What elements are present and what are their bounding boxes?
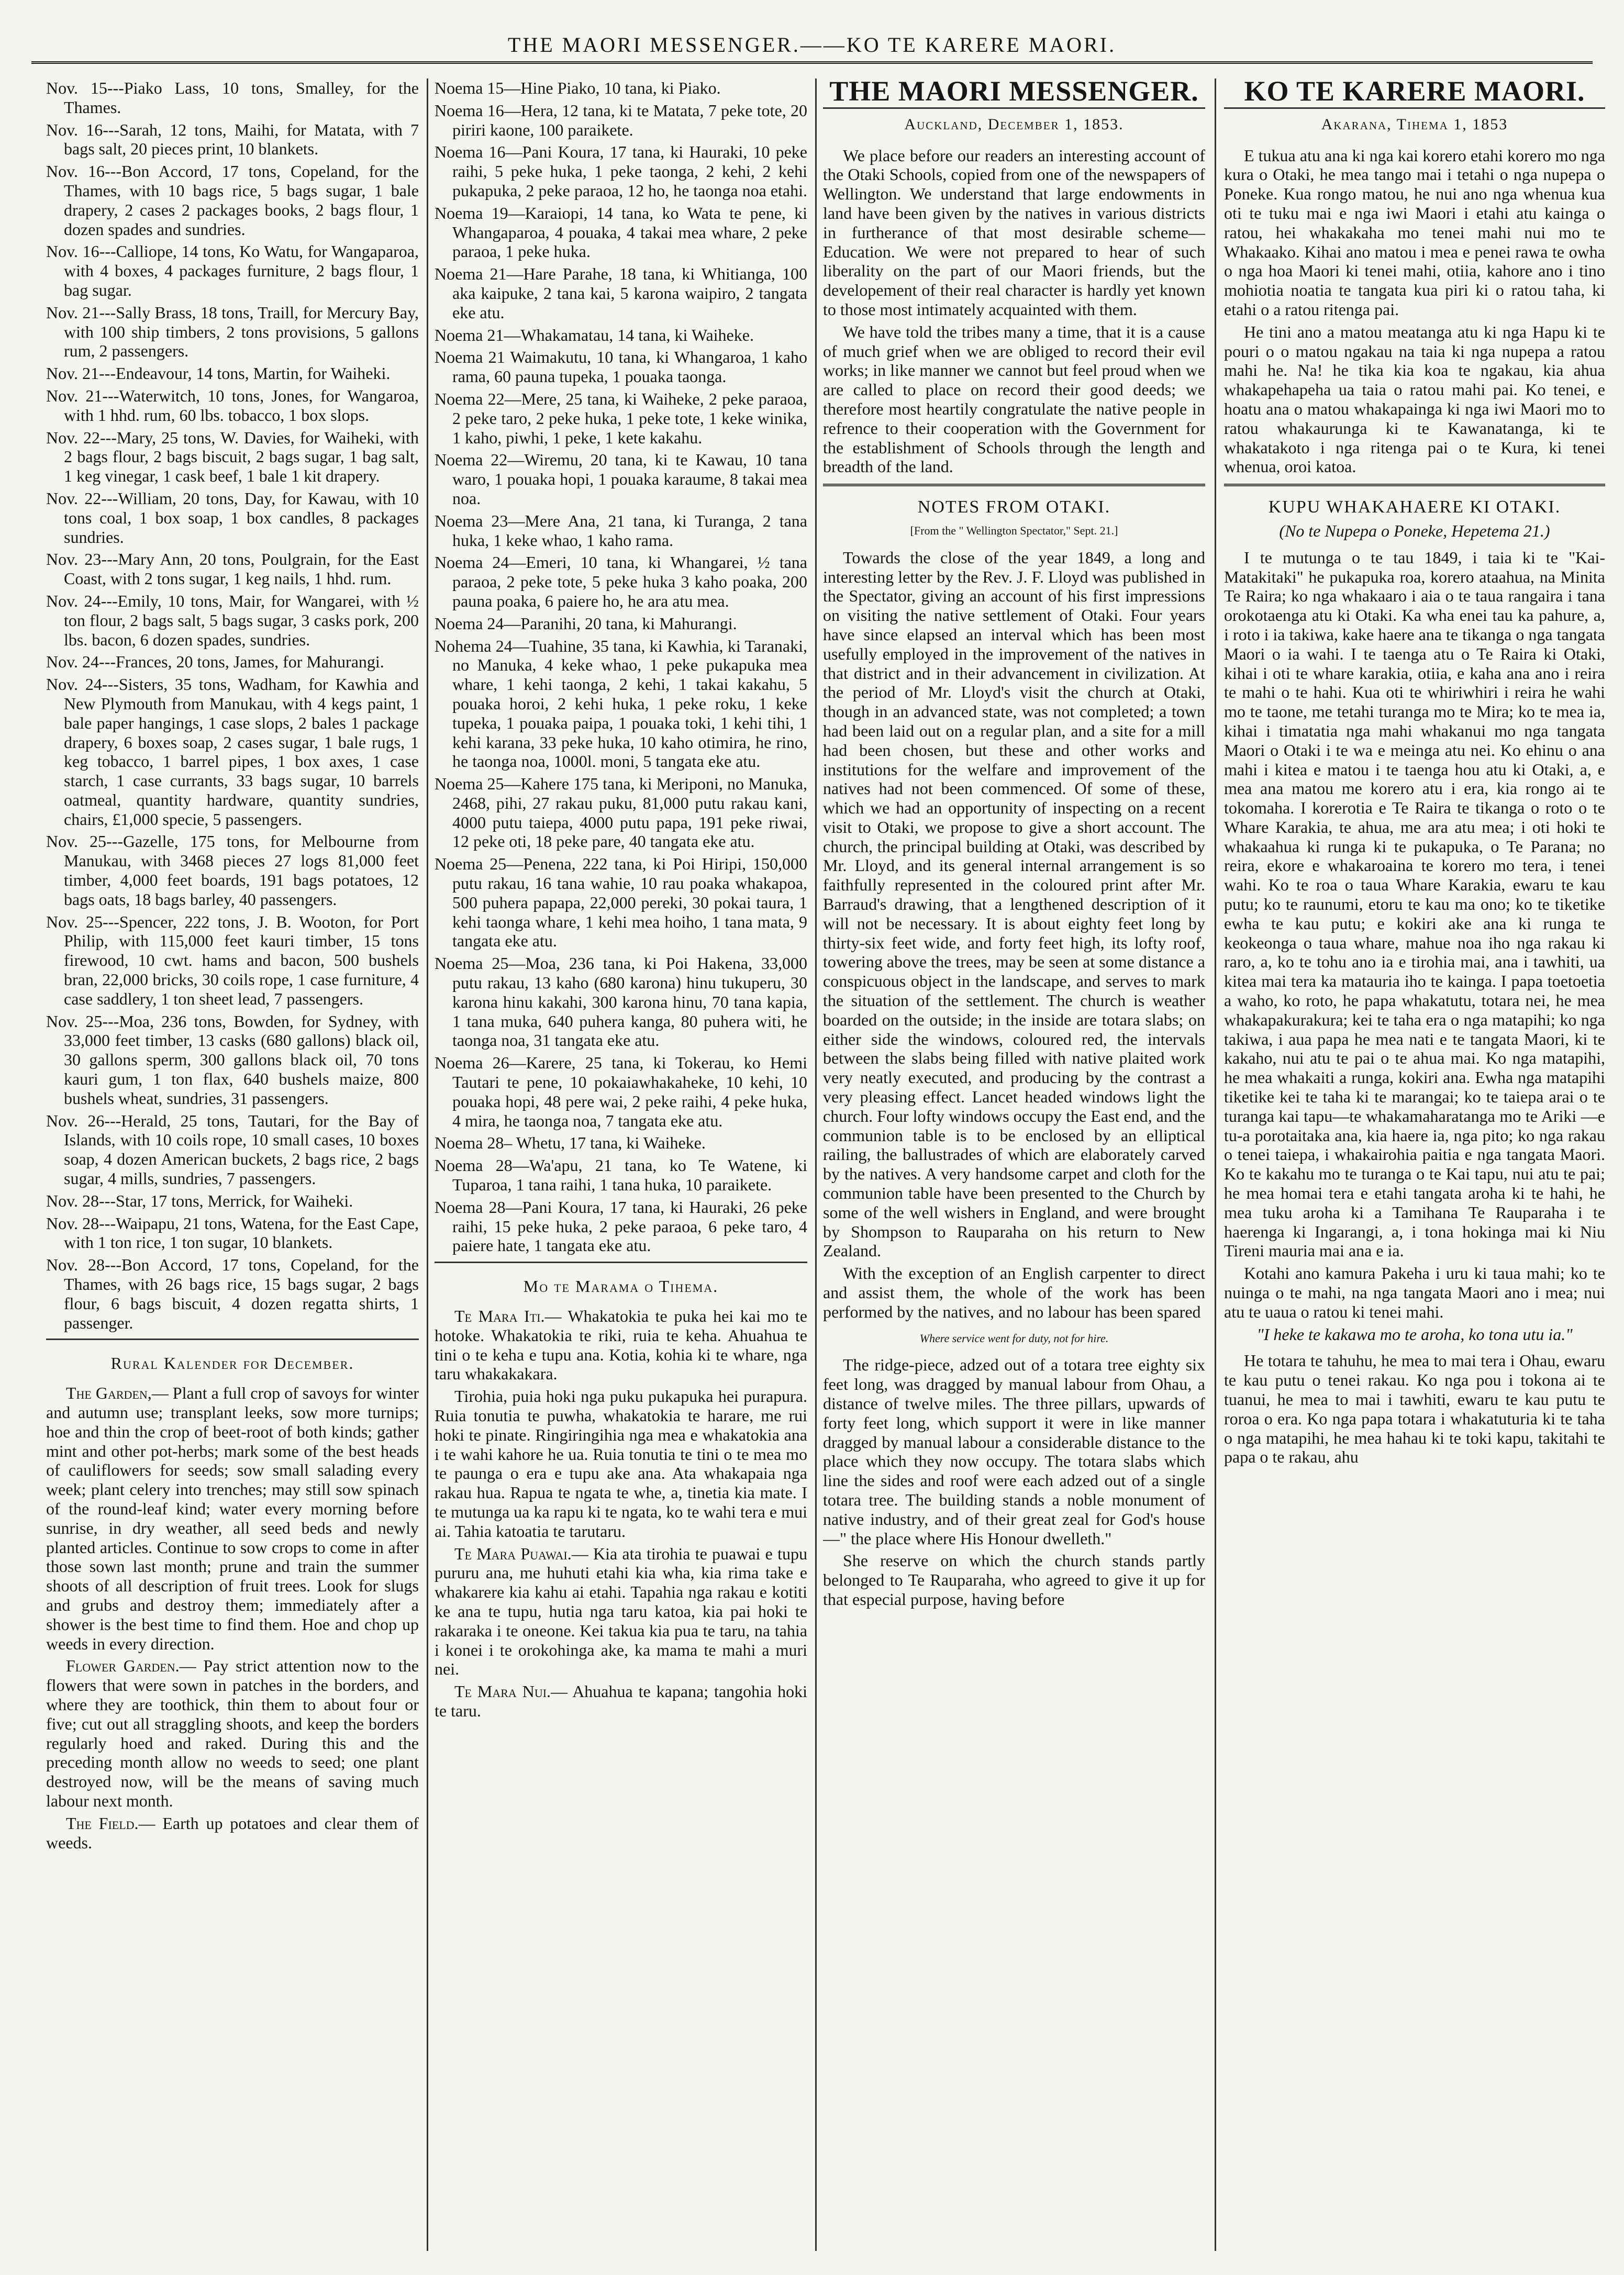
shipping-entry: Nov. 21---Waterwitch, 10 tons, Jones, for Wangaroa, with 1 hhd. rum, 60 lbs. tobacco, 1 box slops. — [46, 386, 419, 425]
rural-paragraph — [46, 1384, 419, 1653]
notes-paragraph: The ridge-piece, adzed out of a totara tree eighty six feet long, was dragged by manual labour from Ohau, a distance of twelve miles. The three pillars, upwards of forty feet long, which support it were in like manner dragged by manual labour a considerable distance to the place which they now occupy. The totara slabs which line the sides and roof were each adzed out of a single totara tree. The building stands a noble monument of native industry, and of their great zeal for God's house—" the place where His Honour dwelleth." — [823, 1355, 1205, 1548]
shipping-entry: Noema 21 Waimakutu, 10 tana, ki Whangaroa, 1 kaho rama, 60 pauna tupeka, 1 pouaka taonga. — [435, 348, 807, 386]
marama-paragraph — [435, 1387, 807, 1541]
rural-kalender-heading: Rural Kalender for December. — [110, 1354, 354, 1373]
paragraph-lead: The Garden,— — [66, 1384, 169, 1403]
shipping-entry: Noema 19—Karaiopi, 14 tana, ko Wata te pene, ki Whangaparoa, 4 pouaka, 4 takai mea whare, 2 peke paraoa, 1 peke huka. — [435, 203, 807, 261]
editorial-paragraph: We have told the tribes many a time, that it is a cause of much grief when we are obliged to record their evil works; in like manner we cannot but feel proud when we are called to place on record their good deeds; we therefore most heartily congratulate the native people in refrence to their cooperation with the Government for the establishment of Schools through the length and breadth of the land. — [823, 322, 1205, 476]
divider — [823, 484, 1205, 486]
shipping-entry: Nov. 15---Piako Lass, 10 tons, Smalley, for the Thames. — [46, 79, 419, 117]
paragraph-text: Earth up potatoes and clear them of weeds. — [46, 1813, 419, 1852]
shipping-entry: Nov. 28---Bon Accord, 17 tons, Copeland, for the Thames, with 26 bags rice, 15 bags sugar, 2 bags flour, 6 bags biscuit, 4 dozen regatta shirts, 1 passenger. — [46, 1255, 419, 1332]
divider — [1224, 484, 1605, 486]
masthead-english: THE MAORI MESSENGER. — [829, 79, 1199, 107]
shipping-entry: Nov. 24---Sisters, 35 tons, Wadham, for Kawhia and New Plymouth from Manukau, with 4 kegs paint, 1 bale paper hangings, 1 case slops, 2 bales 1 package drapery, 6 boxes soap, 2 cases sugar, 1 bale rugs, 1 keg tobacco, 1 barrel pipes, 1 box axes, 1 case starch, 1 case currants, 33 bags sugar, 10 barrels oatmeal, quantity hardware, quantity sundries, chairs, £1,000 specie, 5 passengers. — [46, 675, 419, 829]
editorial-english — [823, 146, 1205, 477]
paragraph-lead: Te Mara Puawai.— — [454, 1544, 588, 1563]
editorial-paragraph: He tini ano a matou meatanga atu ki nga Hapu ki te pouri o o matou ngakau na taia ki nga nupepa a ratou mahi he. Na! he tika kia koa te ngakau, kia ahua whakapehapeha ua taia o ratou mahi pai. Ko tenei, e hoatu ana o matou whakapainga ki nga iwi Maori mo to ratou whakaurunga ki te Kawanatanga, ki te whakatakoto i nga ritenga pai o te Kura, ki tenei whenua, oroi katoa. — [1224, 322, 1605, 476]
shipping-entry: Noema 22—Mere, 25 tana, ki Waiheke, 2 peke paraoa, 2 peke taro, 2 peke huka, 1 peke tote, 1 keke winika, 1 kaho, piwhi, 1 peke, 1 kete kakahu. — [435, 389, 807, 447]
shipping-entry: Nov. 25---Moa, 236 tons, Bowden, for Sydney, with 33,000 feet timber, 13 casks (680 gallons) black oil, 30 gallons sperm, 300 gallons black oil, 70 tons kauri gum, 1 ton flax, 640 bushels maize, 800 bushels wheat, sundries, 31 passengers. — [46, 1011, 419, 1108]
shipping-entry: Noema 16—Hera, 12 tana, ki te Matata, 7 peke tote, 20 piriri kaone, 100 paraikete. — [435, 101, 807, 139]
rural-paragraph — [46, 1814, 419, 1853]
shipping-entry: Nohema 24—Tuahine, 35 tana, ki Kawhia, ki Taranaki, no Manuka, 4 keke whao, 1 peke pukapuka mea whare, 1 kehi taonga, 2 kehi, 1 takai kakahu, 5 pouaka horoi, 2 kehi huka, 1 peke roku, 1 keke tupeka, 1 pouaka paipa, 1 pouaka toki, 1 kehi tihi, 1 kehi karana, 33 peke huka, 10 kaho otimira, he rino, he taonga noa, 1000l. moni, 5 tangata eke atu. — [435, 636, 807, 771]
rural-paragraph — [46, 1656, 419, 1810]
editorial-paragraph: E tukua atu ana ki nga kai korero etahi korero mo nga kura o Otaki, he mea tango mai i tetahi o nga nupepa o Poneke. Kua rongo matou, he nui ano nga whenua kua oti te tuku mai e nga iwi Maori i etahi atu kainga o ratou, hei whakakaha mo tenei mahi nui mo te Whakaako. Kihai ano matou i mea e penei rawa te owha o nga hoa Maori ki tenei mahi, otiia, kahore ano i tino mohiotia noatia te tangata kua piri ki o ratou taha, ki etahi o a ratou ritenga pai. — [1224, 146, 1605, 319]
shipping-entry: Nov. 24---Frances, 20 tons, James, for Mahurangi. — [46, 652, 384, 672]
paragraph-text: Kia ata tirohia te puawai e tupu pururu ana, me huhuti etahi kia wha, kia rima take e whakarere kia kahu ai etahi. Tapahia nga rakau e kotiti ke ana te tupu, hutia nga taru katoa, kia pai hoki te rakaraka i te oneone. Kei takua kia pua te taru, na tahia i konei i te orokohinga ake, ka mama te mahi a muri nei. — [435, 1544, 807, 1679]
kupu-paragraph: Kotahi ano kamura Pakeha i uru ki taua mahi; ko te nuinga o te mahi, na nga tangata Maori ano i mea; nui atu te uaua o ratou ki tenei mahi. — [1224, 1264, 1605, 1321]
divider — [46, 1339, 419, 1340]
notes-motto: Where service went for duty, not for hire. — [919, 1331, 1109, 1345]
notes-paragraph: With the exception of an English carpenter to direct and assist them, the whole of the work has been performed by the natives, and no labour has been spared — [823, 1264, 1205, 1321]
notes-source: [From the " Wellington Spectator," Sept. 21.] — [910, 523, 1118, 537]
divider — [435, 1262, 807, 1263]
kupu-paragraph: He totara te tahuhu, he mea to mai tera i Ohau, ewaru te kau putu o tenei rakau. Ko nga pou i tokona ai te tuanui, he mea to mai i tawhiti, ewaru te kau putu te roroa o era. Ko nga papa totara i whakatuturia ki te taha o nga matapihi, he mea hahau ki te toki kapu, takitahi te papa o te rakau, ahu — [1224, 1351, 1605, 1467]
shipping-entry: Nov. 22---William, 20 tons, Day, for Kawau, with 10 tons coal, 1 box soap, 1 box candles, 8 packages sundries. — [46, 488, 419, 547]
editorial-paragraph: We place before our readers an interesting account of the Otaki Schools, copied from one of the newspapers of Wellington. We understand that large endowments in land have been given by the natives in various districts in furtherance of that most desirable scheme—Education. We were not prepared to hear of such liberality on the part of our Maori friends, but the developement of their real character is hardly yet known to those most intimately acquainted with them. — [823, 146, 1205, 319]
shipping-entry: Nov. 24---Emily, 10 tons, Mair, for Wangarei, with ½ ton flour, 2 bags salt, 5 bags sugar, 3 casks pork, 200 lbs. bacon, 6 dozen spades, sundries. — [46, 591, 419, 649]
kupu-body-continued — [1224, 1351, 1605, 1467]
shipping-entry: Noema 24—Emeri, 10 tana, ki Whangarei, ½ tana paraoa, 2 peke tote, 5 peke huka 3 kaho poaka, 200 pauna poaka, 6 paiere ho, he ara atu mea. — [435, 553, 807, 610]
shipping-entry: Nov. 21---Endeavour, 14 tons, Martin, for Waiheki. — [46, 364, 391, 383]
marama-heading: Mo te Marama o Tihema. — [523, 1277, 719, 1296]
shipping-entry: Nov. 16---Calliope, 14 tons, Ko Watu, for Wangaparoa, with 4 boxes, 4 packages furniture, 2 bags flour, 1 bag sugar. — [46, 242, 419, 299]
marama-body — [435, 1307, 807, 1721]
kupu-paragraph: I te mutunga o te tau 1849, i taia ki te "Kai-Matakitaki" he pukapuka roa, korero ataahua, na Minita Te Raira; ko nga whakaaro i aia o te taua rangaira i tana orokotaenga atu ki Otaki. Ka wha enei tau ka pahure, a, i roto i ia takiwa, kake haere ana te tikanga o nga tangata Maori o ia wahi. I te taenga atu o Te Raira ki Otaki, kihai i oti te whare karakia, otiia, e kaha ana ano i reira te mahi o te hahi. Kua oti te whiriwhiri i reira he wahi mo te taone, me tetahi turanga mo te Mira; ko te mea ia, kihai i timatatia nga mahi whakanui mo nga tangata Maori o Otaki i te wa e meinga atu nei. Ko ehinu o ana mahi i kitea e matou i te taenga hou atu ki Otaki, a, e mea ana matou me korero atu i era, kia rongo ai te tokomaha. I korerotia e Te Raira te tikanga o roto o te Whare Karakia, te ahua, me ara atu mea; i oti hoki te whakaahua ki runga ki te pukapuka, o Te Parana; no reira, ekore e whakaroaina te korero mo tera, i tenei wahi. Ko te roa o taua Whare Karakia, ewaru te kau putu; ko te raunumi, etoru te kau ma ono; ko te tiketike ewha te kau putu; e kokiri ake ana ki runga te keokeonga o taua whare, mahue noa iho nga rakau ki raro, a, ko te tohu ano ia e tirohia mai, ana i tawhiti, ua kitea mai tera ka matauria iho te kainga. I papa toetoetia a waho, ko roto, he papa whakatutu, totara nei, he mea whakapakurakura; kei te taha era o nga matapihi; ko nga takiwa, i aua papa he mea nati e te tangata Maori, ki te kakaho, nui atu te pai o te ahua mai. Ko nga matapihi, he mea whakaiti a runga, kokiri ana. Ewha nga matapihi tiketike kei te taha ki te marangai; ko te taiepa arai o te turanga kai tapu—te whakamaharatanga mo te Ariki —e tu-a porotaitaka ana, kia haere ia, nga pito; ko nga rakau o tenei taiepa, i whakairohia paitia e nga tangata Maori. Ko te kakahu mo te turanga o te Kai tapu, nui atu te pai; he mea homai tera e etahi tangata aroha ki te hahi, he mea tuku aroha ki a Tamihana Te Rauparaha i te haerenga ki Ingarangi, a, i tona hokinga mai ki Niu Tireni mauria mai ana e ia. — [1224, 548, 1605, 1261]
shipping-entry: Noema 21—Hare Parahe, 18 tana, ki Whitianga, 100 aka kaipuke, 2 tana kai, 5 karona waipiro, 2 tangata eke atu. — [435, 264, 807, 322]
column-4 — [1224, 79, 1605, 2251]
marama-paragraph — [435, 1682, 807, 1721]
shipping-entry: Noema 26—Karere, 25 tana, ki Tokerau, ko Hemi Tautari te pene, 10 pokaiawhakaheke, 10 kehi, 10 pouaka hopi, 48 pere wai, 2 peke raihi, 4 peke huka, 4 mira, he taonga noa, 7 tangata eke atu. — [435, 1053, 807, 1130]
editorial-maori — [1224, 146, 1605, 477]
marama-paragraph — [435, 1544, 807, 1679]
paragraph-text: Tirohia, puia hoki nga puku pukapuka hei purapura. Ruia tonutia te puwha, whakatokia te harare, me rui hoki te pinate. Ringiringihia nga mea e whakatokia ana i te wahi kahore he ua. Ruia tonutia te tini o te mea mo te paunga o era e tupu ake ana. Ata whakapaia nga rakau hua. Rapua te ngata te whe, a, tinetia kia mate. I te mutunga ua ka rapu ki te ngata, ko te wahi tera e mui ai. Tahia katoatia te tarutaru. — [435, 1387, 807, 1541]
paragraph-text: Plant a full crop of savoys for winter and autumn use; transplant leeks, sow more turnips; hoe and thin the crop of beet-root of both kinds; gather mint and other pot-herbs; mark some of the best heads of cauliflowers for seeds; sow small salading every week; plant celery into trenches; may still sow spinach of the round-leaf kind; water every morning before sunrise, in dry weather, all seed beds and newly planted articles. Continue to sow crops to come in after those sown last month; prune and train the summer shoots of all description of fruit trees. Look for slugs and grubs and destroy them; immediately after a shower is the best time to find them. Hoe and chop up weeds in every direction. — [46, 1384, 419, 1653]
column-rule — [1215, 79, 1216, 2251]
kupu-heading: KUPU WHAKAHAERE KI OTAKI. — [1268, 497, 1561, 517]
shipping-entry: Nov. 23---Mary Ann, 20 tons, Poulgrain, for the East Coast, with 2 tons sugar, 1 keg nails, 1 hhd. rum. — [46, 550, 419, 588]
kupu-body — [1224, 548, 1605, 1322]
notes-paragraph: Towards the close of the year 1849, a long and interesting letter by the Rev. J. F. Lloyd was published in the Spectator, giving an account of his first impressions on visiting the native settlement of Otaki. Four years have since elapsed an interval which has been most usefully employed in the improvement of the natives in that district and in their advancement in civilization. At the period of Mr. Lloyd's visit the church at Otaki, though in an advanced state, was not completed; a town had been laid out on a regular plan, and a site for a mill had been chosen, but these and other works and institutions for the welfare and improvement of the natives had not been commenced. Of some of these, which we had an opportunity of inspecting on a recent visit to Otaki, we propose to give a short account. The church, the principal building at Otaki, was described by Mr. Lloyd, and its general internal arrangement is so faithfully represented in the coloured print after Mr. Barraud's drawing, that a lengthened description of it will not be necessary. It is about eighty feet long by thirty-six feet wide, and forty feet high, its lofty roof, towering above the trees, may be seen at some distance a conspicuous object in the landscape, and serves to mark the situation of the settlement. The church is weather boarded on the outside; in the inside are totara slabs; on either side the windows, coloured red, the intervals between the slabs being filled with native plaited work very neatly executed, and producing by the contrast a very pleasing effect. Lancet headed windows light the church. Four lofty windows occupy the East end, and the communion table is to be enclosed by an elliptical railing, the ballustrades of which are elaborately carved by the natives. A very handsome carpet and cloth for the communion table have been presented to the Church by some of the well wishers in England, and were brought by Shompson to Rauparaha on his return to New Zealand. — [823, 548, 1205, 1261]
marama-paragraph — [435, 1307, 807, 1384]
column-1 — [46, 79, 419, 2251]
shipping-entry: Noema 25—Moa, 236 tana, ki Poi Hakena, 33,000 putu rakau, 13 kaho (680 karona) hinu tukuperu, 30 karona hinu kakahi, 300 karona hinu, 70 tana kapia, 1 tana muka, 640 puhera kanga, 80 puhera witi, he taonga noa, 31 tangata eke atu. — [435, 954, 807, 1050]
notes-body-continued — [823, 1355, 1205, 1609]
shipping-entry: Noema 24—Paranihi, 20 tana, ki Mahurangi. — [435, 614, 737, 633]
rural-kalender-body — [46, 1384, 419, 1852]
running-title: THE MAORI MESSENGER.——KO TE KARERE MAORI. — [31, 32, 1593, 64]
column-rule — [427, 79, 428, 2251]
shipping-entry: Noema 28—Wa'apu, 21 tana, ko Te Watene, ki Tuparoa, 1 tana raihi, 1 tana huka, 10 paraikete. — [435, 1156, 807, 1195]
paragraph-lead: The Field.— — [66, 1813, 155, 1833]
shipping-entry: Nov. 16---Bon Accord, 17 tons, Copeland, for the Thames, with 10 bags rice, 5 bags sugar, 1 bale drapery, 2 cases 2 packages books, 2 bags flour, 1 dozen spades and sundries. — [46, 162, 419, 239]
shipping-entry: Nov. 16---Sarah, 12 tons, Maihi, for Matata, with 7 bags salt, 20 pieces print, 10 blankets. — [46, 120, 419, 159]
shipping-entry: Noema 28—Pani Koura, 17 tana, ki Hauraki, 26 peke raihi, 15 peke huka, 2 peke paraoa, 6 peke taro, 4 paiere hate, 1 tangata eke atu. — [435, 1197, 807, 1255]
shipping-entry: Noema 25—Penena, 222 tana, ki Poi Hiripi, 150,000 putu rakau, 16 tana wahie, 10 rau poaka whakapoa, 500 puhera papapa, 22,000 pereki, 30 pokai taura, 1 kehi taonga whare, 1 kehi mea hoiho, 1 tana mata, 9 tangata eke atu. — [435, 854, 807, 951]
notes-paragraph: She reserve on which the church stands partly belonged to Te Rauparaha, who agreed to give it up for that especial purpose, having before — [823, 1551, 1205, 1609]
paragraph-text: Ahuahua te kapana; tangohia hoki te taru. — [435, 1682, 807, 1720]
divider — [823, 107, 1205, 109]
column-2 — [435, 79, 807, 2251]
shipping-entry: Nov. 25---Spencer, 222 tons, J. B. Wooton, for Port Philip, with 115,000 feet kauri timber, 15 tons firewood, 10 cwt. hams and bacon, 500 bushels bran, 22,000 bricks, 30 coils rope, 1 case furniture, 4 case saddlery, 1 ton sheet lead, 7 passengers. — [46, 912, 419, 1008]
dateline-maori: Akarana, Tihema 1, 1853 — [1321, 115, 1508, 133]
column-3 — [823, 79, 1205, 2251]
kupu-quote: "I heke te kakawa mo te aroha, ko tona utu ia." — [1256, 1324, 1573, 1344]
notes-body — [823, 548, 1205, 1322]
shipping-entry: Noema 25—Kahere 175 tana, ki Meriponi, no Manuka, 2468, pihi, 27 rakau puku, 81,000 putu rakau kani, 4000 putu taiepa, 4000 putu papa, 191 peke riwai, 12 peke oti, 18 peke pare, 40 tangata eke atu. — [435, 774, 807, 851]
shipping-entry: Nov. 22---Mary, 25 tons, W. Davies, for Waiheki, with 2 bags flour, 2 bags biscuit, 2 bags sugar, 1 bag salt, 1 keg vinegar, 1 cask beef, 1 bale 1 kit drapery. — [46, 428, 419, 486]
paragraph-lead: Te Mara Iti.— — [454, 1307, 562, 1326]
kupu-source: (No te Nupepa o Poneke, Hepetema 21.) — [1279, 521, 1550, 540]
paragraph-lead: Flower Garden.— — [66, 1656, 196, 1676]
shipping-entry: Noema 28– Whetu, 17 tana, ki Waiheke. — [435, 1133, 706, 1153]
shipping-entry: Noema 15—Hine Piako, 10 tana, ki Piako. — [435, 79, 721, 97]
dateline-english: Auckland, December 1, 1853. — [904, 115, 1124, 133]
shipping-entry: Noema 21—Whakamatau, 14 tana, ki Waiheke. — [435, 325, 754, 344]
masthead-maori: KO TE KARERE MAORI. — [1244, 79, 1585, 107]
shipping-entry: Nov. 28---Star, 17 tons, Merrick, for Waiheki. — [46, 1191, 353, 1210]
paragraph-text: Pay strict attention now to the flowers that were sown in patches in the borders, and where they are toothick, thin them to about four or five; cut out all straggling shoots, and keep the borders regularly hoed and raked. During this and the preceding month allow no weeds to seed; one plant destroyed now, will be the means of saving much labour next month. — [46, 1656, 419, 1810]
column-rule — [815, 79, 817, 2251]
shipping-entry: Noema 22—Wiremu, 20 tana, ki te Kawau, 10 tana waro, 1 pouaka hopi, 1 pouaka karaume, 8 takai mea noa. — [435, 450, 807, 508]
shipping-entry: Nov. 28---Waipapu, 21 tons, Watena, for the East Cape, with 1 ton rice, 1 ton sugar, 10 blankets. — [46, 1213, 419, 1252]
shipping-entry: Nov. 26---Herald, 25 tons, Tautari, for the Bay of Islands, with 10 coils rope, 10 small cases, 10 boxes soap, 4 dozen American buckets, 2 bags rice, 2 bags sugar, 4 mills, sundries, 7 passengers. — [46, 1111, 419, 1188]
shipping-entry: Nov. 21---Sally Brass, 18 tons, Traill, for Mercury Bay, with 100 ship timbers, 2 tons provisions, 5 gallons rum, 2 passengers. — [46, 303, 419, 361]
shipping-list-maori — [435, 79, 807, 1255]
shipping-entry: Nov. 25---Gazelle, 175 tons, for Melbourne from Manukau, with 3468 pieces 27 logs 81,000 feet timber, 4,000 feet boards, 191 bags potatoes, 12 bags oats, 18 bags barley, 40 passengers. — [46, 832, 419, 909]
shipping-entry: Noema 23—Mere Ana, 21 tana, ki Turanga, 2 tana huka, 1 keke whao, 1 kaho rama. — [435, 511, 807, 550]
shipping-entry: Noema 16—Pani Koura, 17 tana, ki Hauraki, 10 peke raihi, 5 peke huka, 1 peke taonga, 2 kehi, 2 kehi pukapuka, 2 peke paraoa, 12 ho, he taonga noa etahi. — [435, 142, 807, 200]
notes-heading: NOTES FROM OTAKI. — [917, 497, 1111, 517]
shipping-list-english — [46, 79, 419, 1332]
paragraph-lead: Te Mara Nui.— — [454, 1682, 568, 1701]
divider — [1224, 107, 1605, 109]
paragraph-text: Whakatokia te puka hei kai mo te hotoke. Whakatokia te riki, ruia te keha. Ahuahua te tini o te keha e tupu ana. Kotia, kohia ki te whare, nga taru whakakakara. — [435, 1307, 807, 1384]
